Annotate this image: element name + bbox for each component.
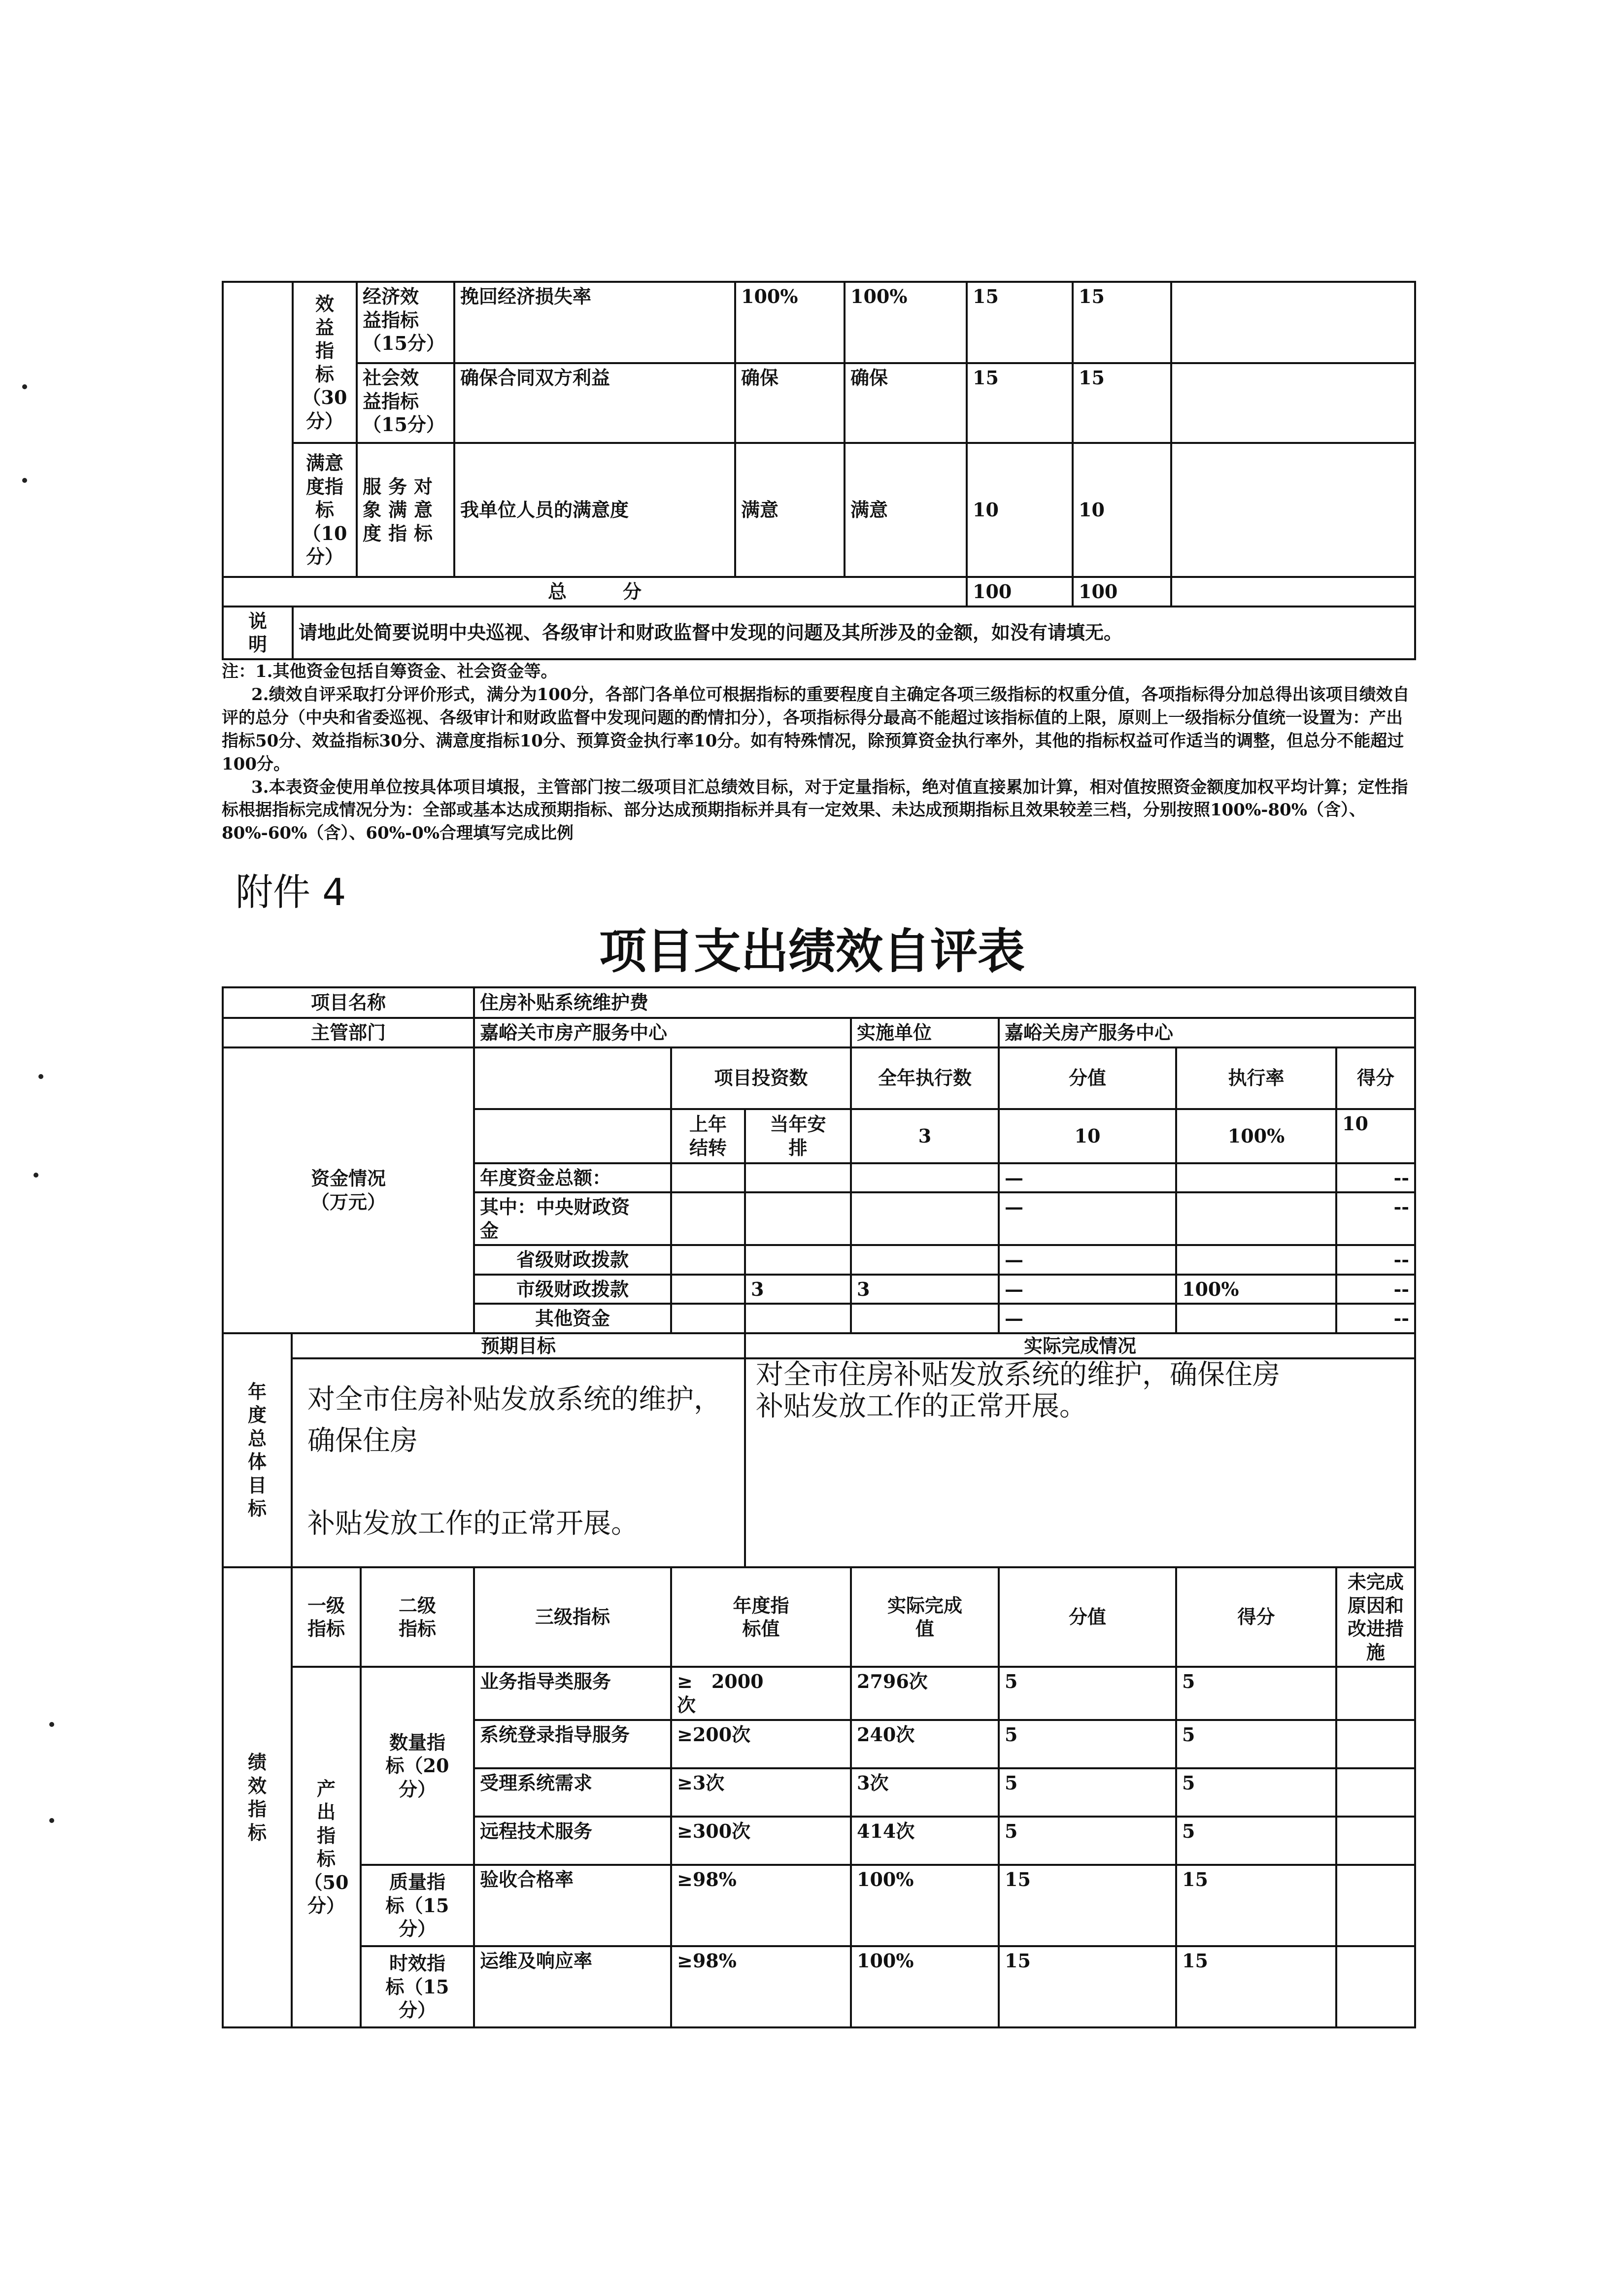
l2-header: 二级 指标 (361, 1567, 474, 1667)
score: 5 (1176, 1667, 1336, 1720)
fund-rate (1176, 1245, 1336, 1275)
total-value: 100 (967, 577, 1073, 607)
actual-value: 100% (845, 282, 967, 363)
fund-row-label: 其中：中央财政资 金 (474, 1192, 671, 1245)
l3-indicator: 确保合同双方利益 (454, 363, 735, 443)
score-header: 得分 (1176, 1567, 1336, 1667)
l3-indicator: 运维及响应率 (474, 1946, 671, 2027)
score: 15 (1176, 1865, 1336, 1946)
l3-indicator: 验收合格率 (474, 1865, 671, 1946)
fund-exec (851, 1163, 999, 1193)
quality-indicator-label: 质量指 标（15 分） (361, 1865, 474, 1946)
total-label: 总 分 (223, 577, 967, 607)
score-header: 得分 (1336, 1047, 1415, 1109)
reason-cell (1171, 443, 1415, 577)
fund-prev (671, 1192, 745, 1245)
l3-indicator: 挽回经济损失率 (454, 282, 735, 363)
blank-cell (474, 1047, 671, 1109)
top-indicator-table (222, 281, 1416, 660)
l3-indicator: 系统登录指导服务 (474, 1720, 671, 1768)
fund-rate (1176, 1192, 1336, 1245)
target-value: ≥98% (671, 1946, 851, 2027)
explain-label: 说 明 (223, 607, 293, 659)
value-summary: 10 (999, 1109, 1176, 1163)
page-title: 项目支出绩效自评表 (599, 924, 1025, 979)
blank-cell (474, 1109, 671, 1163)
l3-indicator: 业务指导类服务 (474, 1667, 671, 1720)
satisfaction-indicator-label: 满意 度指 标 （10 分） (293, 443, 357, 577)
fund-prev (671, 1275, 745, 1304)
score-value: 10 (967, 443, 1073, 577)
reason-cell (1336, 1946, 1415, 2027)
scan-speck (34, 1173, 38, 1178)
score-value: 15 (967, 363, 1073, 443)
current-allocation-header: 当年安 排 (745, 1109, 851, 1163)
scan-speck (22, 384, 27, 389)
notes (222, 660, 1414, 845)
value: 5 (999, 1720, 1176, 1768)
scan-speck (22, 478, 27, 483)
fund-exec (851, 1245, 999, 1275)
fund-score: -- (1336, 1245, 1415, 1275)
blank-cell (223, 282, 293, 577)
fund-prev (671, 1304, 745, 1333)
prev-carryover-header: 上年 结转 (671, 1109, 745, 1163)
fund-value: — (999, 1275, 1176, 1304)
target-value: 100% (735, 282, 845, 363)
target-value: ≥200次 (671, 1720, 851, 1768)
invest-header: 项目投资数 (671, 1047, 851, 1109)
social-benefit-label: 社会效 益指标 （15分） (357, 363, 454, 443)
score: 15 (1176, 1946, 1336, 2027)
scan-speck (49, 1722, 54, 1727)
value-header: 分值 (999, 1047, 1176, 1109)
reason-header: 未完成原因和改进措施 (1336, 1567, 1415, 1667)
fund-row-label: 市级财政拨款 (474, 1275, 671, 1304)
timeliness-indicator-label: 时效指 标（15 分） (361, 1946, 474, 2027)
actual-value: 满意 (845, 443, 967, 577)
reason-cell (1336, 1720, 1415, 1768)
value: 5 (999, 1667, 1176, 1720)
score: 5 (1176, 1817, 1336, 1865)
fund-exec (851, 1304, 999, 1333)
expected-goal-text: 对全市住房补贴发放系统的维护，确保住房 补贴发放工作的正常开展。 (292, 1358, 745, 1567)
quantity-indicator-label: 数量指 标（20 分） (361, 1667, 474, 1865)
target-value: ≥300次 (671, 1817, 851, 1865)
actual-header: 实际完成 值 (851, 1567, 999, 1667)
dept-value: 嘉峪关市房产服务中心 (474, 1018, 851, 1047)
blank-cell (1171, 577, 1415, 607)
value: 15 (999, 1946, 1176, 2027)
unit-value: 嘉峪关房产服务中心 (999, 1018, 1415, 1047)
fund-row-label: 其他资金 (474, 1304, 671, 1333)
score-summary: 10 (1336, 1109, 1415, 1163)
reason-cell (1336, 1768, 1415, 1817)
reason-cell (1336, 1865, 1415, 1946)
l1-header: 一级 指标 (292, 1567, 361, 1667)
exec-summary: 3 (851, 1109, 999, 1163)
fund-rate (1176, 1304, 1336, 1333)
actual-goal-header: 实际完成情况 (745, 1333, 1415, 1359)
actual-value: 240次 (851, 1720, 999, 1768)
fund-rate (1176, 1163, 1336, 1193)
rate-summary: 100% (1176, 1109, 1336, 1163)
fund-exec (851, 1192, 999, 1245)
l3-indicator: 远程技术服务 (474, 1817, 671, 1865)
project-name-label: 项目名称 (223, 987, 474, 1018)
annex-label: 附件 4 (236, 870, 346, 914)
dept-label: 主管部门 (223, 1018, 474, 1047)
goals-label: 年 度 总 体 目 标 (223, 1333, 292, 1568)
reason-cell (1336, 1817, 1415, 1865)
fund-rate: 100% (1176, 1275, 1336, 1304)
value: 5 (999, 1768, 1176, 1817)
note-2: 2.绩效自评采取打分评价形式，满分为100分，各部门各单位可根据指标的重要程度自主确定各项三级指标的权重分值，各项指标得分加总得出该项目绩效自评的总分（中央和省委巡视、各级审计和财政监督中发现问题的酌情扣分），各项指标得分最高不能超过该指标值的上限，原则上一级指标分值统一设置为：产出指标50分、效益指标30分、满意度指标10分、预算资金执行率10分。如有特殊情况，除预算资金执行率外，其他的指标权益可作适当的调整，但总分不能超过100分。 (222, 684, 1410, 774)
expected-goal-header: 预期目标 (292, 1333, 745, 1359)
score: 15 (1073, 282, 1171, 363)
econ-benefit-label: 经济效 益指标 （15分） (357, 282, 454, 363)
score: 5 (1176, 1768, 1336, 1817)
actual-value: 100% (851, 1946, 999, 2027)
score: 10 (1073, 443, 1171, 577)
scan-speck (38, 1074, 43, 1079)
target-value: ≥98% (671, 1865, 851, 1946)
perf-label: 绩 效 指 标 (223, 1567, 292, 2027)
value: 5 (999, 1817, 1176, 1865)
project-name-value: 住房补贴系统维护费 (474, 987, 1415, 1018)
value-header: 分值 (999, 1567, 1176, 1667)
l3-header: 三级指标 (474, 1567, 671, 1667)
target-header: 年度指 标值 (671, 1567, 851, 1667)
unit-label: 实施单位 (851, 1018, 999, 1047)
reason-cell (1336, 1667, 1415, 1720)
fund-score: -- (1336, 1275, 1415, 1304)
l3-indicator: 受理系统需求 (474, 1768, 671, 1817)
note-1: 注：1.其他资金包括自筹资金、社会资金等。 (222, 662, 558, 681)
fund-score: -- (1336, 1163, 1415, 1193)
service-satisfaction-label: 服务对 象满意 度指标 (357, 443, 454, 577)
fund-score: -- (1336, 1304, 1415, 1333)
score-value: 15 (967, 282, 1073, 363)
fund-prev (671, 1163, 745, 1193)
fund-curr (745, 1245, 851, 1275)
fund-curr (745, 1304, 851, 1333)
fund-prev (671, 1245, 745, 1275)
note-3: 3.本表资金使用单位按具体项目填报，主管部门按二级项目汇总绩效目标，对于定量指标，绝对值直接累加计算，相对值按照资金额度加权平均计算；定性指标根据指标完成情况分为：全部或基本达成预期指标、部分达成预期指标并具有一定效果、未达成预期指标且效果较差三档，分别按照100%-80%（含）、80%-60%（含）、60%-0%合理填写完成比例 (222, 777, 1408, 843)
actual-value: 3次 (851, 1768, 999, 1817)
target-value: ≥3次 (671, 1768, 851, 1817)
self-evaluation-table (222, 986, 1416, 2028)
actual-value: 确保 (845, 363, 967, 443)
actual-goal-text: 对全市住房补贴发放系统的维护，确保住房 补贴发放工作的正常开展。 (745, 1358, 1415, 1567)
reason-cell (1171, 282, 1415, 363)
fund-value: — (999, 1245, 1176, 1275)
explain-text: 请地此处简要说明中央巡视、各级审计和财政监督中发现的问题及其所涉及的金额，如没有请填无。 (293, 607, 1415, 659)
fund-row-label: 省级财政拨款 (474, 1245, 671, 1275)
exec-header: 全年执行数 (851, 1047, 999, 1109)
fund-score: -- (1336, 1192, 1415, 1245)
actual-value: 414次 (851, 1817, 999, 1865)
actual-value: 100% (851, 1865, 999, 1946)
rate-header: 执行率 (1176, 1047, 1336, 1109)
score: 5 (1176, 1720, 1336, 1768)
target-value: 确保 (735, 363, 845, 443)
score: 15 (1073, 363, 1171, 443)
fund-exec: 3 (851, 1275, 999, 1304)
output-indicator-label: 产 出 指 标 （50 分） (292, 1667, 361, 2027)
benefit-indicator-label: 效 益 指 标 （30 分） (293, 282, 357, 443)
scan-speck (49, 1818, 54, 1823)
fund-curr: 3 (745, 1275, 851, 1304)
reason-cell (1171, 363, 1415, 443)
actual-value: 2796次 (851, 1667, 999, 1720)
target-value: ≥ 2000 次 (671, 1667, 851, 1720)
fund-curr (745, 1163, 851, 1193)
fund-value: — (999, 1163, 1176, 1193)
fund-value: — (999, 1304, 1176, 1333)
fund-curr (745, 1192, 851, 1245)
l3-indicator: 我单位人员的满意度 (454, 443, 735, 577)
value: 15 (999, 1865, 1176, 1946)
fund-value: — (999, 1192, 1176, 1245)
fund-row-label: 年度资金总额： (474, 1163, 671, 1193)
funds-label: 资金情况 （万元） (223, 1047, 474, 1333)
total-score: 100 (1073, 577, 1171, 607)
target-value: 满意 (735, 443, 845, 577)
